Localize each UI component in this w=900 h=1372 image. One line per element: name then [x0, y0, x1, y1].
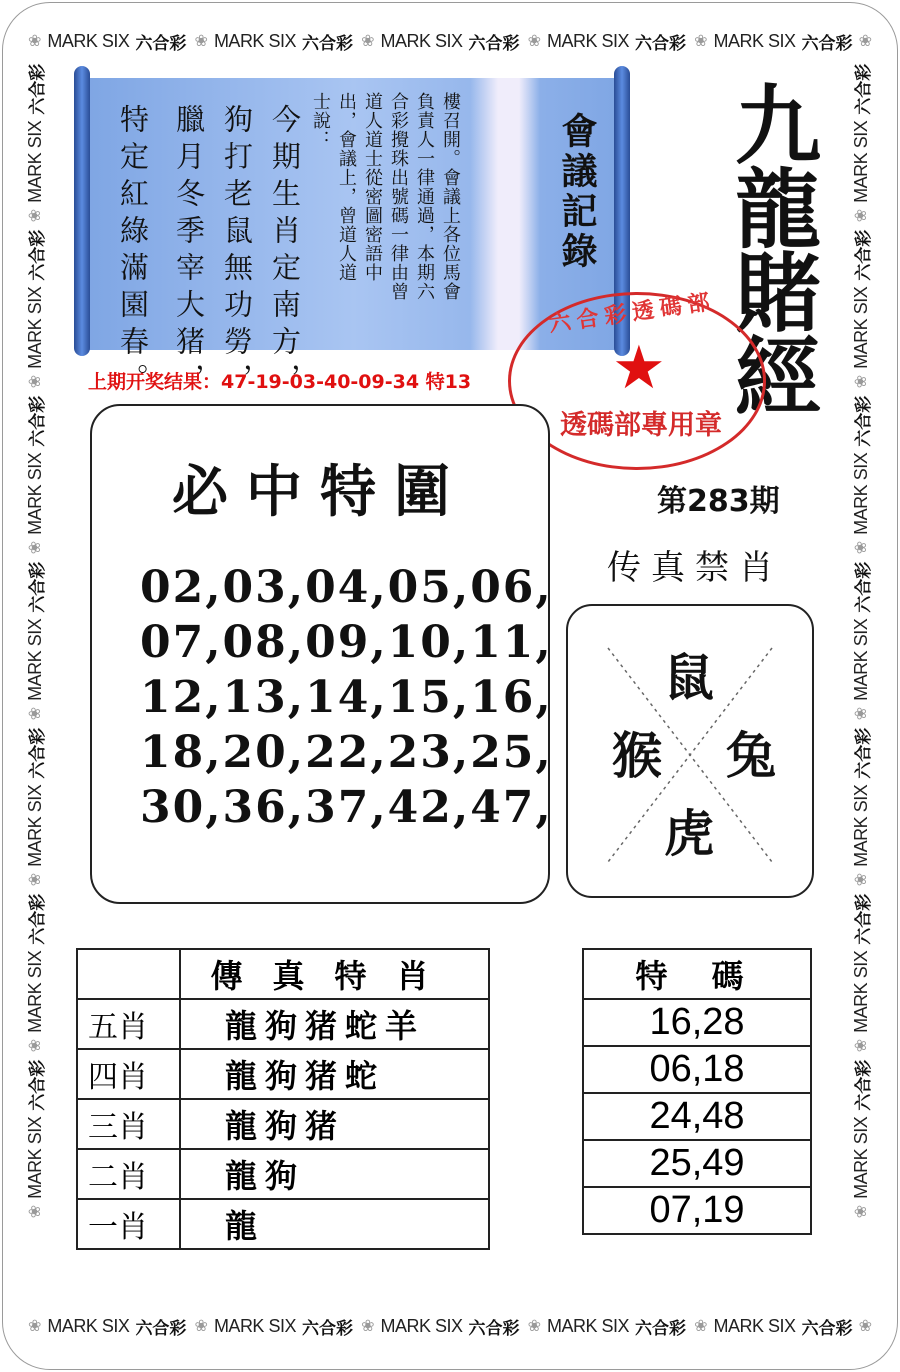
- watermark-item: [22, 724, 48, 890]
- row-value: 龍: [180, 1199, 489, 1249]
- zodiac-left: 猴: [612, 726, 662, 785]
- scroll-left-rod: [74, 66, 90, 356]
- poem-line-4: 特定紅綠滿園春。: [116, 104, 150, 400]
- watermark-cn: 六合彩: [27, 395, 48, 447]
- table-header-row: [583, 949, 811, 999]
- watermark-cn: 六合彩: [853, 63, 874, 115]
- watermark-en: MARK SIX: [24, 950, 45, 1033]
- flower-icon: ❀: [25, 208, 44, 223]
- watermark-item: [22, 1056, 48, 1222]
- scroll-blur-patch: [470, 78, 540, 350]
- code-value: 16,28: [583, 999, 811, 1046]
- star-icon: ★: [612, 333, 666, 403]
- flower-icon: ❀: [527, 1316, 541, 1335]
- watermark-item: [848, 60, 874, 226]
- flower-icon: ❀: [858, 31, 872, 50]
- stamp-text: 透碼部專用章: [560, 410, 722, 441]
- watermark-cn: 六合彩: [853, 395, 874, 447]
- flower-icon: ❀: [851, 374, 870, 389]
- watermark-cn: 六合彩: [635, 1318, 687, 1339]
- watermark-item: [361, 29, 519, 54]
- watermark-en: MARK SIX: [547, 1315, 630, 1336]
- watermark-en: MARK SIX: [24, 452, 45, 535]
- watermark-item: [22, 392, 48, 558]
- row-value: 龍狗猪蛇: [180, 1049, 489, 1099]
- watermark-en: MARK SIX: [47, 1315, 130, 1336]
- watermark-en: MARK SIX: [713, 1315, 796, 1336]
- flower-icon: ❀: [851, 872, 870, 887]
- watermark-item: [22, 226, 48, 392]
- notice-col-4: 道人道士從密圖密語中: [362, 92, 383, 282]
- watermark-cn: 六合彩: [853, 561, 874, 613]
- table-header-row: [77, 949, 489, 999]
- code-value: 07,19: [583, 1187, 811, 1234]
- right-watermark-strip: [848, 60, 874, 1310]
- top-watermark-strip: [28, 28, 872, 54]
- row-label: 四肖: [77, 1049, 180, 1099]
- watermark-en: MARK SIX: [24, 1116, 45, 1199]
- notice-col-2: 負責人一律通過，本期六: [414, 92, 435, 301]
- watermark-item: [528, 1314, 686, 1339]
- row-label: 三肖: [77, 1099, 180, 1149]
- watermark-en: MARK SIX: [213, 1315, 296, 1336]
- flower-icon: ❀: [25, 374, 44, 389]
- row-label: 五肖: [77, 999, 180, 1049]
- flower-icon: ❀: [851, 1038, 870, 1053]
- watermark-item: [361, 1314, 519, 1339]
- poem-line-3: 臘月冬季宰大猪，: [172, 104, 206, 400]
- watermark-en: MARK SIX: [380, 1315, 463, 1336]
- notice-col-3: 合彩攪珠出號碼一律由曾: [388, 92, 409, 301]
- flower-icon: ❀: [25, 540, 44, 555]
- watermark-item: [848, 1056, 874, 1222]
- watermark-en: MARK SIX: [850, 784, 871, 867]
- watermark-item: [195, 1314, 353, 1339]
- watermark-en: MARK SIX: [850, 286, 871, 369]
- watermark-cn: 六合彩: [27, 229, 48, 281]
- notice-col-6: 士說：: [310, 92, 331, 149]
- watermark-en: MARK SIX: [713, 30, 796, 51]
- watermark-cn: 六合彩: [853, 229, 874, 281]
- watermark-item: [694, 29, 872, 54]
- watermark-item: [28, 29, 186, 54]
- watermark-item: [528, 29, 686, 54]
- watermark-cn: 六合彩: [27, 63, 48, 115]
- watermark-en: MARK SIX: [24, 784, 45, 867]
- table-row: [77, 1049, 489, 1099]
- watermark-item: [848, 558, 874, 724]
- watermark-cn: 六合彩: [27, 893, 48, 945]
- number-line: 07,08,09,10,11,: [140, 617, 553, 668]
- notice-col-1: 樓召開。會議上各位馬會: [440, 92, 461, 301]
- flower-icon: ❀: [694, 1316, 708, 1335]
- watermark-en: MARK SIX: [24, 286, 45, 369]
- watermark-cn: 六合彩: [853, 1059, 874, 1111]
- flower-icon: ❀: [851, 540, 870, 555]
- flower-icon: ❀: [858, 1316, 872, 1335]
- watermark-item: [848, 890, 874, 1056]
- code-value: 24,48: [583, 1093, 811, 1140]
- watermark-cn: 六合彩: [301, 1318, 353, 1339]
- watermark-en: MARK SIX: [547, 30, 630, 51]
- last-result: 上期开奖结果：47-19-03-40-09-34 特13: [88, 371, 472, 393]
- watermark-cn: 六合彩: [468, 1318, 520, 1339]
- watermark-en: MARK SIX: [850, 950, 871, 1033]
- flower-icon: ❀: [194, 1316, 208, 1335]
- watermark-cn: 六合彩: [27, 561, 48, 613]
- flower-icon: ❀: [694, 31, 708, 50]
- flower-icon: ❀: [194, 31, 208, 50]
- special-numbers-title: 必中特圍: [172, 459, 468, 525]
- watermark-item: [848, 724, 874, 890]
- watermark-item: [22, 558, 48, 724]
- number-line: 12,13,14,15,16,: [140, 672, 553, 723]
- fax-banned-label: 传真禁肖: [607, 548, 783, 588]
- flower-icon: ❀: [28, 1316, 42, 1335]
- table-row: [583, 1093, 811, 1140]
- row-value: 龍狗猪蛇羊: [180, 999, 489, 1049]
- watermark-item: [848, 392, 874, 558]
- watermark-en: MARK SIX: [213, 30, 296, 51]
- code-value: 06,18: [583, 1046, 811, 1093]
- table-row: [583, 1046, 811, 1093]
- row-value: 龍狗猪: [180, 1099, 489, 1149]
- number-line: 18,20,22,23,25,: [140, 727, 553, 778]
- zodiac-top: 鼠: [664, 648, 714, 707]
- watermark-cn: 六合彩: [468, 33, 520, 54]
- table-header: 傳真特肖: [180, 949, 489, 999]
- table-corner: [77, 949, 180, 999]
- watermark-en: MARK SIX: [850, 120, 871, 203]
- table-row: [77, 999, 489, 1049]
- left-watermark-strip: [22, 60, 48, 1310]
- watermark-en: MARK SIX: [24, 120, 45, 203]
- table-row: [583, 1140, 811, 1187]
- meeting-title: 會議記錄: [556, 112, 598, 272]
- stamp-arc-text: 六合彩透碼部: [547, 289, 718, 338]
- flower-icon: ❀: [25, 706, 44, 721]
- watermark-en: MARK SIX: [47, 30, 130, 51]
- watermark-en: MARK SIX: [850, 452, 871, 535]
- number-line: 30,36,37,42,47,: [140, 782, 553, 833]
- watermark-item: [195, 29, 353, 54]
- watermark-item: [848, 226, 874, 392]
- row-label: 二肖: [77, 1149, 180, 1199]
- watermark-en: MARK SIX: [380, 30, 463, 51]
- table-row: [583, 999, 811, 1046]
- watermark-cn: 六合彩: [853, 893, 874, 945]
- table-row: [583, 1187, 811, 1234]
- flower-icon: ❀: [527, 31, 541, 50]
- watermark-cn: 六合彩: [27, 727, 48, 779]
- flower-icon: ❀: [851, 208, 870, 223]
- flower-icon: ❀: [361, 1316, 375, 1335]
- row-value: 龍狗: [180, 1149, 489, 1199]
- watermark-cn: 六合彩: [27, 1059, 48, 1111]
- code-value: 25,49: [583, 1140, 811, 1187]
- watermark-cn: 六合彩: [853, 727, 874, 779]
- flower-icon: ❀: [851, 1204, 870, 1219]
- bottom-watermark-strip: [28, 1313, 872, 1339]
- watermark-item: [22, 60, 48, 226]
- issue-number: 第283期: [657, 484, 780, 519]
- watermark-cn: 六合彩: [801, 33, 853, 54]
- fax-zodiac-table: [76, 948, 490, 1250]
- watermark-en: MARK SIX: [850, 1116, 871, 1199]
- watermark-item: [22, 890, 48, 1056]
- watermark-cn: 六合彩: [635, 33, 687, 54]
- zodiac-right: 兔: [726, 726, 776, 785]
- notice-col-5: 出，會議上，曾道人道: [336, 92, 357, 282]
- number-line: 02,03,04,05,06,: [140, 562, 553, 613]
- watermark-cn: 六合彩: [801, 1318, 853, 1339]
- watermark-en: MARK SIX: [24, 618, 45, 701]
- poem-line-1: 今期生肖定南方，: [268, 104, 302, 400]
- table-row: [77, 1099, 489, 1149]
- flower-icon: ❀: [851, 706, 870, 721]
- watermark-item: [28, 1314, 186, 1339]
- watermark-cn: 六合彩: [135, 1318, 187, 1339]
- watermark-cn: 六合彩: [135, 33, 187, 54]
- flower-icon: ❀: [25, 872, 44, 887]
- row-label: 一肖: [77, 1199, 180, 1249]
- table-row: [77, 1199, 489, 1249]
- watermark-cn: 六合彩: [301, 33, 353, 54]
- poem-line-2: 狗打老鼠無功勞，: [220, 104, 254, 400]
- special-code-table: [582, 948, 812, 1235]
- page-title: 九龍賭經: [720, 80, 821, 416]
- flower-icon: ❀: [28, 31, 42, 50]
- watermark-en: MARK SIX: [850, 618, 871, 701]
- zodiac-bottom: 虎: [664, 804, 714, 863]
- watermark-item: [694, 1314, 872, 1339]
- flower-icon: ❀: [25, 1038, 44, 1053]
- table-header: 特碼: [583, 949, 811, 999]
- flower-icon: ❀: [361, 31, 375, 50]
- table-row: [77, 1149, 489, 1199]
- flower-icon: ❀: [25, 1204, 44, 1219]
